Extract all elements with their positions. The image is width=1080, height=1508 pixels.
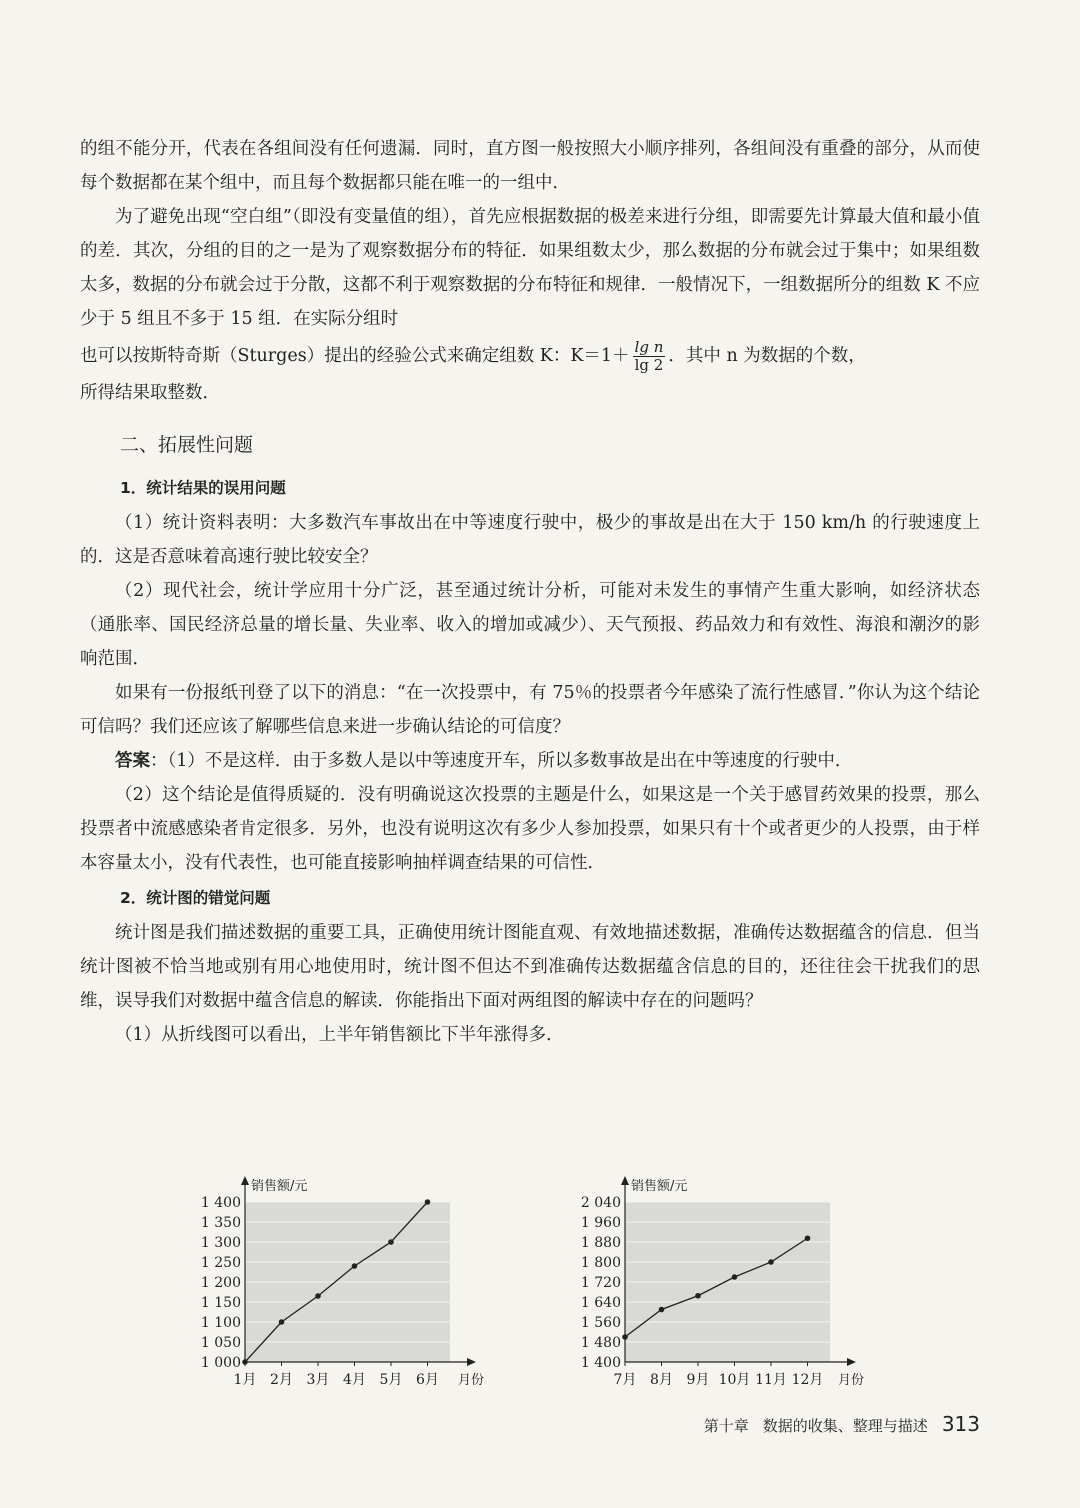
x-tick-label: 8月 bbox=[650, 1372, 673, 1388]
x-tick-label: 12月 bbox=[791, 1372, 824, 1388]
y-tick-label: 1 350 bbox=[200, 1215, 241, 1231]
y-tick-label: 1 150 bbox=[200, 1295, 241, 1311]
question-2b: 如果有一份报纸刊登了以下的消息：“在一次投票中，有 75％的投票者今年感染了流行性感冒．”你认为这个结论可信吗？我们还应该了解哪些信息来进一步确认结论的可信度？ bbox=[80, 683, 980, 737]
data-point bbox=[695, 1293, 701, 1299]
x-axis-label: 月份 bbox=[458, 1373, 485, 1388]
paragraph-3: 统计图是我们描述数据的重要工具，正确使用统计图能直观、有效地描述数据，准确传达数据蕴含的信息．但当统计图被不恰当地或别有用心地使用时，统计图不但达不到准确传达数据蕴含信息的目的，还往往会干扰我们的思维，误导我们对数据中蕴含信息的解读．你能指出下面对两组图的解读中存在的问题吗？ bbox=[80, 923, 980, 1011]
y-tick-label: 1 400 bbox=[580, 1355, 621, 1371]
answer-2: （2）这个结论是值得质疑的．没有明确说这次投票的主题是什么，如果这是一个关于感冒药效果的投票，那么投票者中流感感染者肯定很多．另外，也没有说明这次有多少人参加投票，如果只有十个或者更少的人投票，由于样本容量太小，没有代表性，也可能直接影响抽样调查结果的可信性． bbox=[80, 785, 980, 873]
x-tick-label: 11月 bbox=[755, 1372, 787, 1388]
y-tick-label: 1 960 bbox=[580, 1215, 621, 1231]
x-axis-arrow bbox=[467, 1358, 476, 1366]
y-axis-label: 销售额/元 bbox=[631, 1179, 688, 1194]
x-axis-arrow bbox=[847, 1358, 856, 1366]
x-tick-label: 6月 bbox=[416, 1372, 439, 1388]
x-tick-label: 1月 bbox=[233, 1372, 257, 1388]
y-tick-label: 1 480 bbox=[580, 1335, 621, 1351]
answer-1 bbox=[80, 744, 980, 778]
y-tick-label: 1 640 bbox=[580, 1295, 621, 1311]
y-tick-label: 1 720 bbox=[580, 1275, 621, 1291]
y-axis-arrow bbox=[241, 1176, 249, 1185]
formula-denominator: lg 2 bbox=[634, 356, 664, 374]
data-point bbox=[622, 1334, 628, 1340]
y-tick-label: 1 200 bbox=[200, 1275, 241, 1291]
data-point bbox=[805, 1235, 811, 1241]
section-heading: 二、拓展性问题 bbox=[120, 434, 254, 456]
x-axis-label: 月份 bbox=[838, 1373, 865, 1388]
formula-pre: 也可以按斯特奇斯（Sturges）提出的经验公式来确定组数 K：K＝1＋ bbox=[80, 346, 630, 366]
page-number: 313 bbox=[941, 1412, 980, 1436]
y-axis-label: 销售额/元 bbox=[251, 1179, 308, 1194]
x-tick-label: 5月 bbox=[379, 1372, 403, 1388]
line-chart-svg-2 bbox=[555, 1172, 885, 1392]
footer-chapter: 第十章 bbox=[703, 1417, 749, 1435]
data-point bbox=[315, 1293, 321, 1299]
y-tick-label: 1 800 bbox=[580, 1255, 621, 1271]
y-tick-label: 1 560 bbox=[580, 1315, 621, 1331]
data-point bbox=[279, 1319, 285, 1325]
x-tick-label: 7月 bbox=[613, 1372, 637, 1388]
subsection-heading-1: 1．统计结果的误用问题 bbox=[120, 479, 286, 497]
page-footer bbox=[660, 1412, 980, 1436]
y-tick-label: 1 300 bbox=[200, 1235, 241, 1251]
formula-fraction bbox=[633, 339, 666, 374]
x-tick-label: 9月 bbox=[686, 1372, 710, 1388]
line-chart-second-half bbox=[555, 1172, 885, 1392]
subsection-heading-2: 2．统计图的错觉问题 bbox=[120, 889, 271, 907]
y-axis-arrow bbox=[621, 1176, 629, 1185]
y-tick-label: 1 250 bbox=[200, 1255, 241, 1271]
y-tick-label: 2 040 bbox=[580, 1195, 621, 1211]
y-tick-label: 1 400 bbox=[200, 1195, 241, 1211]
paragraph-1: 的组不能分开，代表在各组间没有任何遗漏．同时，直方图一般按照大小顺序排列，各组间没有重叠的部分，从而使每个数据都在某个组中，而且每个数据都只能在唯一的一组中． bbox=[80, 139, 980, 193]
data-point bbox=[388, 1239, 394, 1245]
formula-line bbox=[80, 336, 980, 376]
charts-area bbox=[0, 1172, 1080, 1402]
footer-title: 数据的收集、整理与描述 bbox=[762, 1417, 928, 1435]
y-tick-label: 1 100 bbox=[200, 1315, 241, 1331]
data-point bbox=[242, 1359, 248, 1365]
data-point bbox=[659, 1307, 665, 1313]
question-3: （1）从折线图可以看出，上半年销售额比下半年涨得多． bbox=[115, 1025, 564, 1045]
x-tick-label: 3月 bbox=[306, 1372, 330, 1388]
paragraph-2-end: 所得结果取整数． bbox=[80, 383, 220, 403]
data-point bbox=[768, 1259, 774, 1265]
y-tick-label: 1 050 bbox=[200, 1335, 241, 1351]
question-2: （2）现代社会，统计学应用十分广泛，甚至通过统计分析，可能对未发生的事情产生重大影响，如经济状态（通胀率、国民经济总量的增长量、失业率、收入的增加或减少）、天气预报、药品效力和有效性、海浪和潮汐的影响范围． bbox=[80, 581, 980, 669]
page-body bbox=[80, 132, 980, 1052]
answer-1-text: ：（1）不是这样．由于多数人是以中等速度开车，所以多数事故是出在中等速度的行驶中． bbox=[150, 751, 853, 771]
line-chart-first-half bbox=[175, 1172, 505, 1392]
data-point bbox=[352, 1263, 358, 1269]
data-point bbox=[425, 1199, 431, 1205]
x-tick-label: 4月 bbox=[343, 1372, 366, 1388]
line-chart-svg-1 bbox=[175, 1172, 505, 1392]
data-point bbox=[732, 1274, 738, 1280]
answer-label: 答案 bbox=[115, 751, 150, 771]
formula-post: ．其中 n 为数据的个数， bbox=[668, 346, 866, 366]
y-tick-label: 1 000 bbox=[200, 1355, 241, 1371]
formula-numerator: lg n bbox=[634, 338, 664, 356]
question-1: （1）统计资料表明：大多数汽车事故出在中等速度行驶中，极少的事故是出在大于 150 km/h 的行驶速度上的．这是否意味着高速行驶比较安全？ bbox=[80, 513, 980, 567]
x-tick-label: 10月 bbox=[718, 1372, 751, 1388]
paragraph-2: 为了避免出现“空白组”（即没有变量值的组），首先应根据数据的极差来进行分组，即需要先计算最大值和最小值的差．其次，分组的目的之一是为了观察数据分布的特征．如果组数太少，那么数据的分布就会过于集中；如果组数太多，数据的分布就会过于分散，这都不利于观察数据的分布特征和规律．一般情况下，一组数据所分的组数 K 不应少于 5 组且不多于 15 组．在实际分组时 bbox=[80, 207, 980, 329]
y-tick-label: 1 880 bbox=[580, 1235, 621, 1251]
x-tick-label: 2月 bbox=[270, 1372, 293, 1388]
